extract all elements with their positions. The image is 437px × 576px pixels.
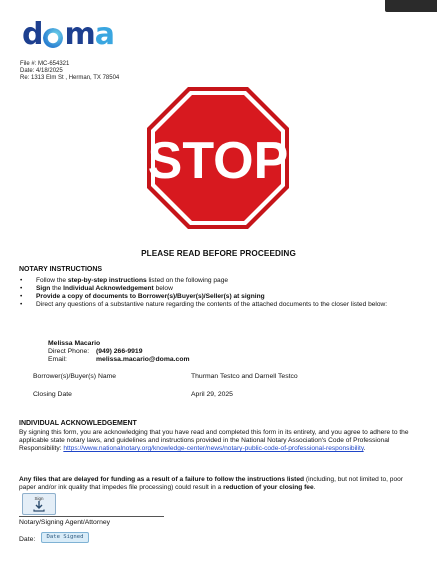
list-item: • Direct any questions of a substantive nature regarding the contents of the attached documents to the closer listed below: (19, 301, 419, 309)
borrowers-value: Thurman Testco and Darnell Testco (191, 373, 298, 380)
closer-email: melissa.macario@doma.com (96, 356, 190, 364)
date-label: Date: (19, 536, 36, 543)
download-arrow-icon (33, 501, 45, 512)
list-item: • Follow the step-by-step instructions listed on the following page (19, 277, 419, 285)
email-label: Email: (48, 356, 67, 364)
closer-contact (48, 340, 190, 364)
acknowledgement-text: By signing this form, you are acknowledging that you have read and completed this form in its entirety, and you agree to adhere to the applicable state notary laws, and guidelines and instructions provided in the National Notary Association's Code of Professional Responsibility: https://www.nationalnotary.org/knowledge-center/news/notary-public-code-of-professional-responsibility. (19, 429, 409, 453)
notary-instructions-title: NOTARY INSTRUCTIONS (19, 266, 103, 273)
closer-phone: (949) 266-9919 (96, 348, 143, 356)
stop-sign-icon (146, 86, 290, 230)
file-property: Re: 1313 Elm St , Herman, TX 78504 (20, 75, 120, 82)
list-item: • Sign the Individual Acknowledgement below (19, 285, 419, 293)
file-meta (20, 61, 119, 83)
closing-date-label: Closing Date (33, 391, 72, 398)
nna-code-link[interactable]: https://www.nationalnotary.org/knowledge-center/news/notary-public-code-of-professional-responsibility (63, 445, 364, 453)
proceed-heading: PLEASE READ BEFORE PROCEEDING (141, 249, 296, 258)
sign-button-label: Sign (34, 496, 44, 501)
sign-button[interactable] (22, 493, 56, 515)
closing-date-value: April 29, 2025 (191, 391, 233, 398)
stop-sign-text: STOP (147, 132, 289, 190)
notary-instructions-list (19, 277, 419, 309)
doma-logo (22, 16, 114, 50)
closing-date-row (33, 391, 233, 398)
logo-letter-a: a (94, 17, 114, 52)
logo-letter-m: m (64, 17, 95, 52)
corner-toolbar-tab[interactable] (385, 0, 437, 12)
logo-letter-o (43, 28, 63, 48)
file-number: File #: MC-654321 (20, 61, 70, 67)
borrowers-row (33, 373, 298, 380)
date-signed-field[interactable]: Date Signed (41, 532, 89, 543)
delay-notice: Any files that are delayed for funding as a result of a failure to follow the instructions listed (including, but not limited to, poor paper and/or ink quality that impedes file processing) could result in a reduction of your closing fee. (19, 476, 404, 492)
file-date: Date: 4/18/2025 (20, 68, 63, 75)
phone-label: Direct Phone: (48, 348, 90, 356)
signature-line (19, 516, 164, 517)
closer-name: Melissa Macario (48, 340, 101, 347)
signer-label: Notary/Signing Agent/Attorney (19, 519, 111, 526)
acknowledgement-title: INDIVIDUAL ACKNOWLEDGEMENT (19, 420, 137, 427)
borrowers-label: Borrower(s)/Buyer(s) Name (33, 373, 117, 380)
logo-letter-d: d (22, 17, 43, 52)
list-item: • Provide a copy of documents to Borrower(s)/Buyer(s)/Seller(s) at signing (19, 293, 419, 301)
